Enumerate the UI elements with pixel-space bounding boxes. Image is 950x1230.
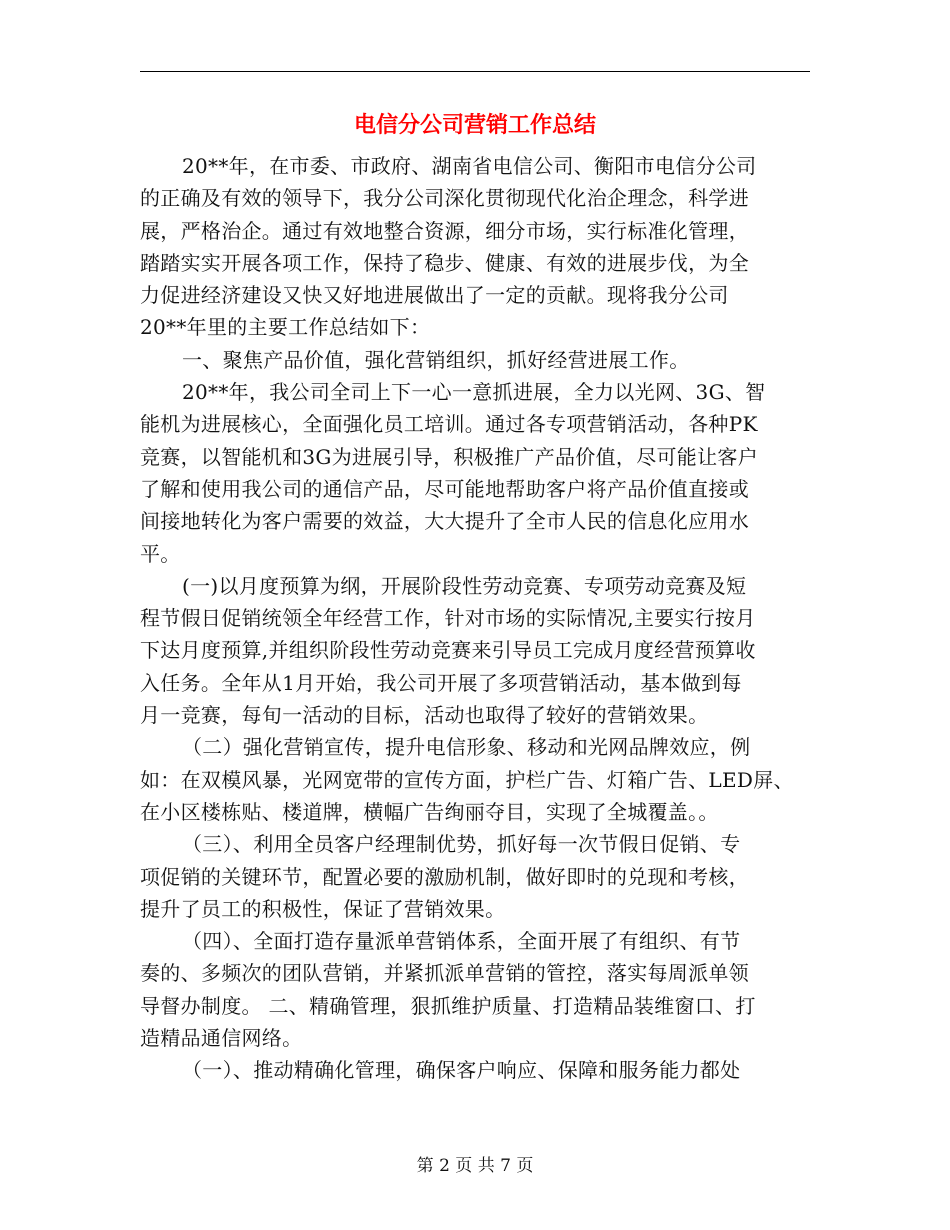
paragraph-line: 力促进经济建设又快又好地进展做出了一定的贡献。现将我分公司	[140, 283, 729, 308]
paragraph-line: 项促销的关键环节，配置必要的激励机制，做好即时的兑现和考核，	[140, 864, 749, 889]
paragraph-line: 月一竞赛，每旬一活动的目标，活动也取得了较好的营销效果。	[140, 703, 709, 728]
header-divider	[140, 71, 810, 72]
document-body	[140, 150, 820, 1087]
paragraph-line: 提升了员工的积极性，保证了营销效果。	[140, 896, 506, 921]
paragraph-line: 平。	[140, 541, 181, 566]
paragraph-line: （二）强化营销宣传，提升电信形象、移动和光网品牌效应，例	[182, 735, 751, 760]
document-title: 电信分公司营销工作总结	[353, 113, 596, 138]
section-heading: 一、聚焦产品价值，强化营销组织，抓好经营进展工作。	[182, 347, 690, 372]
paragraph-line: 了解和使用我公司的通信产品，尽可能地帮助客户将产品价值直接或	[140, 476, 749, 501]
paragraph-line: 展，严格治企。通过有效地整合资源，细分市场，实行标准化管理，	[140, 218, 749, 243]
paragraph-line: 下达月度预算,并组织阶段性劳动竞赛来引导员工完成月度经营预算收	[140, 638, 756, 663]
paragraph-line: 造精品通信网络。	[140, 1026, 303, 1051]
paragraph-line: 20**年，在市委、市政府、湖南省电信公司、衡阳市电信分公司	[182, 154, 757, 178]
paragraph-line: 在小区楼栋贴、楼道牌，横幅广告绚丽夺目，实现了全城覆盖。。	[140, 799, 719, 824]
paragraph-line: （四）、全面打造存量派单营销体系，全面开展了有组织、有节	[182, 929, 741, 954]
page-number-footer: 第 2 页 共 7 页	[416, 1156, 534, 1176]
paragraph-line: 导督办制度。 二、精确管理，狠抓维护质量、打造精品装维窗口、打	[140, 993, 756, 1018]
paragraph-line: 20**年里的主要工作总结如下：	[140, 315, 431, 340]
paragraph-line: 入任务。全年从1月开始，我公司开展了多项营销活动，基本做到每	[140, 670, 742, 695]
paragraph-line: (一)以月度预算为纲，开展阶段性劳动竞赛、专项劳动竞赛及短	[182, 573, 747, 598]
paragraph-line: 奏的、多频次的团队营销，并紧抓派单营销的管控，落实每周派单领	[140, 961, 749, 986]
paragraph-line: 竞赛，以智能机和3G为进展引导，积极推广产品价值，尽可能让客户	[140, 444, 759, 469]
paragraph-line: 程节假日促销统领全年经营工作，针对市场的实际情况,主要实行按月	[140, 606, 756, 631]
paragraph-line: 能机为进展核心，全面强化员工培训。通过各专项营销活动，各种PK	[140, 412, 758, 437]
paragraph-line: 如：在双模风暴，光网宽带的宣传方面，护栏广告、灯箱广告、LED屏、	[140, 767, 794, 792]
paragraph-line: （三）、利用全员客户经理制优势，抓好每一次节假日促销、专	[182, 832, 741, 857]
paragraph-line: （一）、推动精确化管理，确保客户响应、保障和服务能力都处	[182, 1058, 741, 1083]
paragraph-line: 踏踏实实开展各项工作，保持了稳步、健康、有效的进展步伐，为全	[140, 250, 749, 275]
paragraph-line: 20**年，我公司全司上下一心一意抓进展，全力以光网、3G、智	[182, 380, 766, 405]
paragraph-line: 的正确及有效的领导下，我分公司深化贯彻现代化治企理念，科学进	[140, 186, 749, 211]
paragraph-line: 间接地转化为客户需要的效益，大大提升了全市人民的信息化应用水	[140, 509, 749, 534]
